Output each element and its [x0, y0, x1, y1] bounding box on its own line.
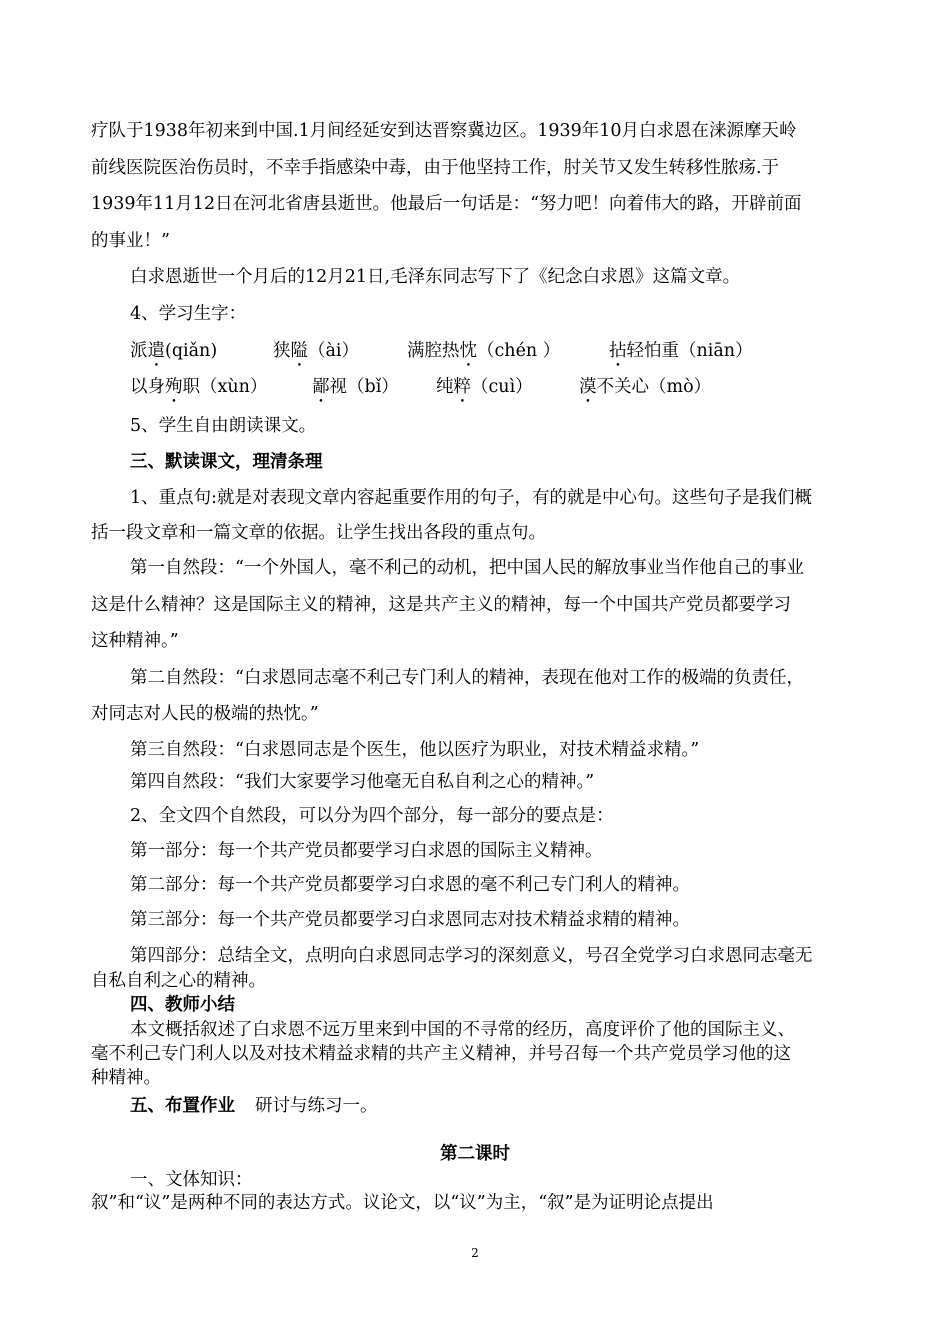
text-line: 白求恩逝世一个月后的12月21日,毛泽东同志写下了《纪念白求恩》这篇文章。: [130, 267, 741, 287]
text-line: 1939年11月12日在河北省唐县逝世。他最后一句话是：“努力吧！向着伟大的路，开辟前面: [91, 194, 802, 214]
lesson-title: 第二课时: [440, 1144, 510, 1164]
list-heading: 4、学习生字：: [130, 304, 247, 324]
vocab-item: 鄙视（bǐ）: [312, 377, 399, 397]
text-line: 2、全文四个自然段，可以分为四个部分，每一部分的要点是：: [130, 806, 614, 826]
vocab-item: 拈轻怕重（niān）: [609, 341, 753, 361]
text-line: 1、重点句:就是对表现文章内容起重要作用的句子，有的就是中心句。这些句子是我们概: [130, 488, 813, 508]
text-line: 的事业！”: [91, 231, 170, 251]
text-line: 毫不利己专门利人以及对技术精益求精的共产主义精神，并号召每一个共产党员学习他的这: [91, 1044, 791, 1064]
subsection-heading: 一、文体知识：: [130, 1170, 253, 1190]
section-heading: 四、教师小结: [130, 995, 235, 1015]
text-line: 第二自然段：“白求恩同志毫不利己专门利人的精神，表现在他对工作的极端的负责任，: [130, 668, 804, 688]
vocab-item: 派遣(qiǎn): [130, 341, 218, 361]
text-line: 第四部分：总结全文，点明向白求恩同志学习的深刻意义，号召全党学习白求恩同志毫无: [130, 946, 813, 966]
page-number: 2: [471, 1246, 479, 1260]
text-line: 第一部分：每一个共产党员都要学习白求恩的国际主义精神。: [130, 841, 603, 861]
text-line: 前线医院医治伤员时，不幸手指感染中毒，由于他坚持工作，肘关节又发生转移性脓疡.于: [91, 158, 780, 178]
assignment-line: [130, 1095, 950, 1117]
vocab-item: 以身殉职（xùn）: [130, 377, 268, 397]
text-line: 这种精神。”: [91, 631, 179, 651]
text-line: 对同志对人民的极端的热忱。”: [91, 704, 319, 724]
section-heading: 三、默读课文，理清条理: [130, 452, 323, 472]
text-line: 括一段文章和一篇文章的依据。让学生找出各段的重点句。: [91, 523, 546, 543]
vocab-item: 满腔热忱（chén ）: [407, 341, 561, 361]
text-line: 自私自利之心的精神。: [91, 971, 266, 991]
text-line: 疗队于1938年初来到中国.1月间经延安到达晋察冀边区。1939年10月白求恩在涞源摩天岭: [91, 121, 797, 141]
text-line: 第三部分：每一个共产党员都要学习白求恩同志对技术精益求精的精神。: [130, 910, 690, 930]
vocab-item: 狭隘（ài）: [273, 341, 360, 361]
text-line: 5、学生自由朗读课文。: [130, 416, 317, 436]
assignment-text: 研讨与练习一。: [255, 1096, 378, 1116]
text-line: 叙”和“议”是两种不同的表达方式。议论文，以“议”为主，“叙”是为证明论点提出: [91, 1193, 714, 1213]
vocab-item: 漠不关心（mò）: [579, 377, 712, 397]
text-line: 第二部分：每一个共产党员都要学习白求恩的毫不利己专门利人的精神。: [130, 875, 690, 895]
text-line: 本文概括叙述了白求恩不远万里来到中国的不寻常的经历，高度评价了他的国际主义、: [130, 1020, 795, 1040]
text-line: 种精神。: [91, 1068, 161, 1088]
section-heading: 五、布置作业: [130, 1096, 235, 1116]
vocab-item: 纯粹（cuì）: [436, 377, 533, 397]
text-line: 第三自然段：“白求恩同志是个医生，他以医疗为职业，对技术精益求精。”: [130, 740, 700, 760]
text-line: 第一自然段：“一个外国人，毫不利己的动机，把中国人民的解放事业当作他自己的事业: [130, 558, 804, 578]
text-line: 第四自然段：“我们大家要学习他毫无自私自利之心的精神。”: [130, 772, 595, 792]
text-line: 这是什么精神？这是国际主义的精神，这是共产主义的精神，每一个中国共产党员都要学习: [91, 595, 791, 615]
